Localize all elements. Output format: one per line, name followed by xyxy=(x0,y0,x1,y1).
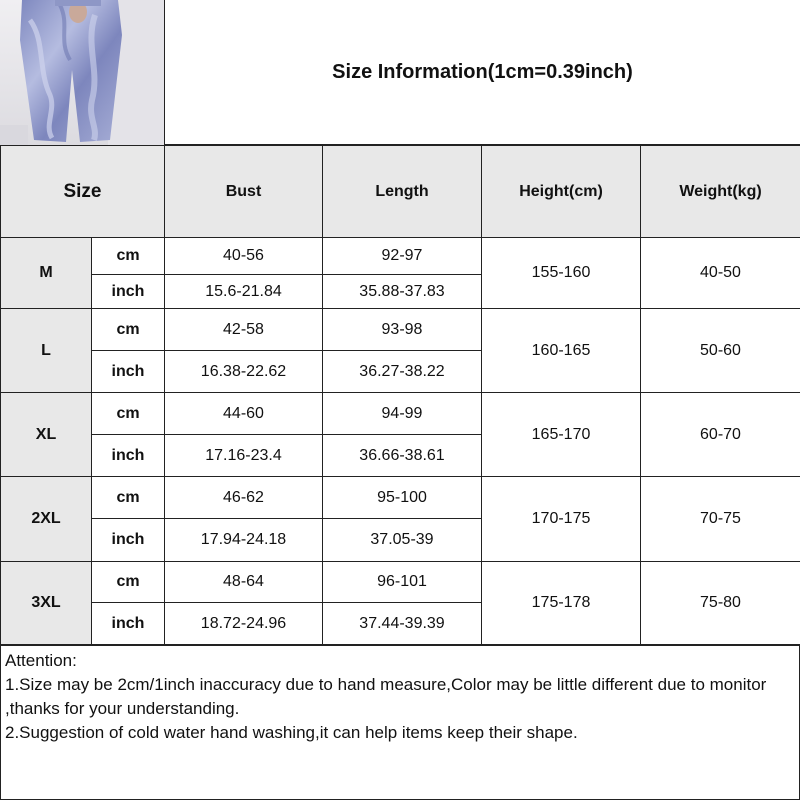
attention-heading: Attention: xyxy=(5,651,77,670)
bust-inch: 15.6-21.84 xyxy=(165,275,323,309)
unit-inch: inch xyxy=(92,275,165,309)
size-table xyxy=(0,145,800,645)
unit-inch: inch xyxy=(92,519,165,562)
bust-header: Bust xyxy=(165,146,323,238)
unit-cm: cm xyxy=(92,238,165,275)
height-value: 175-178 xyxy=(482,562,641,645)
size-label: XL xyxy=(1,393,92,477)
unit-inch: inch xyxy=(92,603,165,645)
length-cm: 92-97 xyxy=(323,238,482,275)
weight-value: 60-70 xyxy=(641,393,800,477)
length-inch: 36.27-38.22 xyxy=(323,351,482,393)
size-label: M xyxy=(1,238,92,309)
unit-inch: inch xyxy=(92,435,165,477)
table-row xyxy=(1,393,800,435)
bust-cm: 44-60 xyxy=(165,393,323,435)
length-cm: 94-99 xyxy=(323,393,482,435)
size-header: Size xyxy=(1,146,165,238)
length-inch: 37.05-39 xyxy=(323,519,482,562)
weight-value: 75-80 xyxy=(641,562,800,645)
length-cm: 96-101 xyxy=(323,562,482,603)
weight-value: 70-75 xyxy=(641,477,800,562)
weight-value: 50-60 xyxy=(641,309,800,393)
size-information-title: Size Information(1cm=0.39inch) xyxy=(164,0,800,145)
table-row xyxy=(1,238,800,275)
attention-note-1: 1.Size may be 2cm/1inch inaccuracy due to hand measure,Color may be little different due to monitor ,thanks for your understanding. xyxy=(5,675,767,718)
unit-cm: cm xyxy=(92,477,165,519)
bust-cm: 40-56 xyxy=(165,238,323,275)
length-cm: 95-100 xyxy=(323,477,482,519)
length-inch: 36.66-38.61 xyxy=(323,435,482,477)
weight-header: Weight(kg) xyxy=(641,146,800,238)
weight-value: 40-50 xyxy=(641,238,800,309)
length-inch: 35.88-37.83 xyxy=(323,275,482,309)
bust-inch: 17.16-23.4 xyxy=(165,435,323,477)
attention-notes xyxy=(0,645,800,800)
bust-inch: 16.38-22.62 xyxy=(165,351,323,393)
height-value: 160-165 xyxy=(482,309,641,393)
height-value: 155-160 xyxy=(482,238,641,309)
bust-cm: 48-64 xyxy=(165,562,323,603)
height-value: 165-170 xyxy=(482,393,641,477)
bust-inch: 18.72-24.96 xyxy=(165,603,323,645)
bust-cm: 46-62 xyxy=(165,477,323,519)
unit-cm: cm xyxy=(92,562,165,603)
bust-cm: 42-58 xyxy=(165,309,323,351)
unit-cm: cm xyxy=(92,393,165,435)
length-header: Length xyxy=(323,146,482,238)
product-photo xyxy=(0,0,164,145)
length-inch: 37.44-39.39 xyxy=(323,603,482,645)
tie-dye-pants-image xyxy=(0,0,164,145)
size-label: 3XL xyxy=(1,562,92,645)
size-label: L xyxy=(1,309,92,393)
table-row xyxy=(1,309,800,351)
table-row xyxy=(1,477,800,519)
length-cm: 93-98 xyxy=(323,309,482,351)
height-header: Height(cm) xyxy=(482,146,641,238)
size-label: 2XL xyxy=(1,477,92,562)
table-row xyxy=(1,562,800,603)
unit-inch: inch xyxy=(92,351,165,393)
height-value: 170-175 xyxy=(482,477,641,562)
bust-inch: 17.94-24.18 xyxy=(165,519,323,562)
table-header-row xyxy=(1,146,800,238)
attention-note-2: 2.Suggestion of cold water hand washing,it can help items keep their shape. xyxy=(5,723,578,742)
unit-cm: cm xyxy=(92,309,165,351)
